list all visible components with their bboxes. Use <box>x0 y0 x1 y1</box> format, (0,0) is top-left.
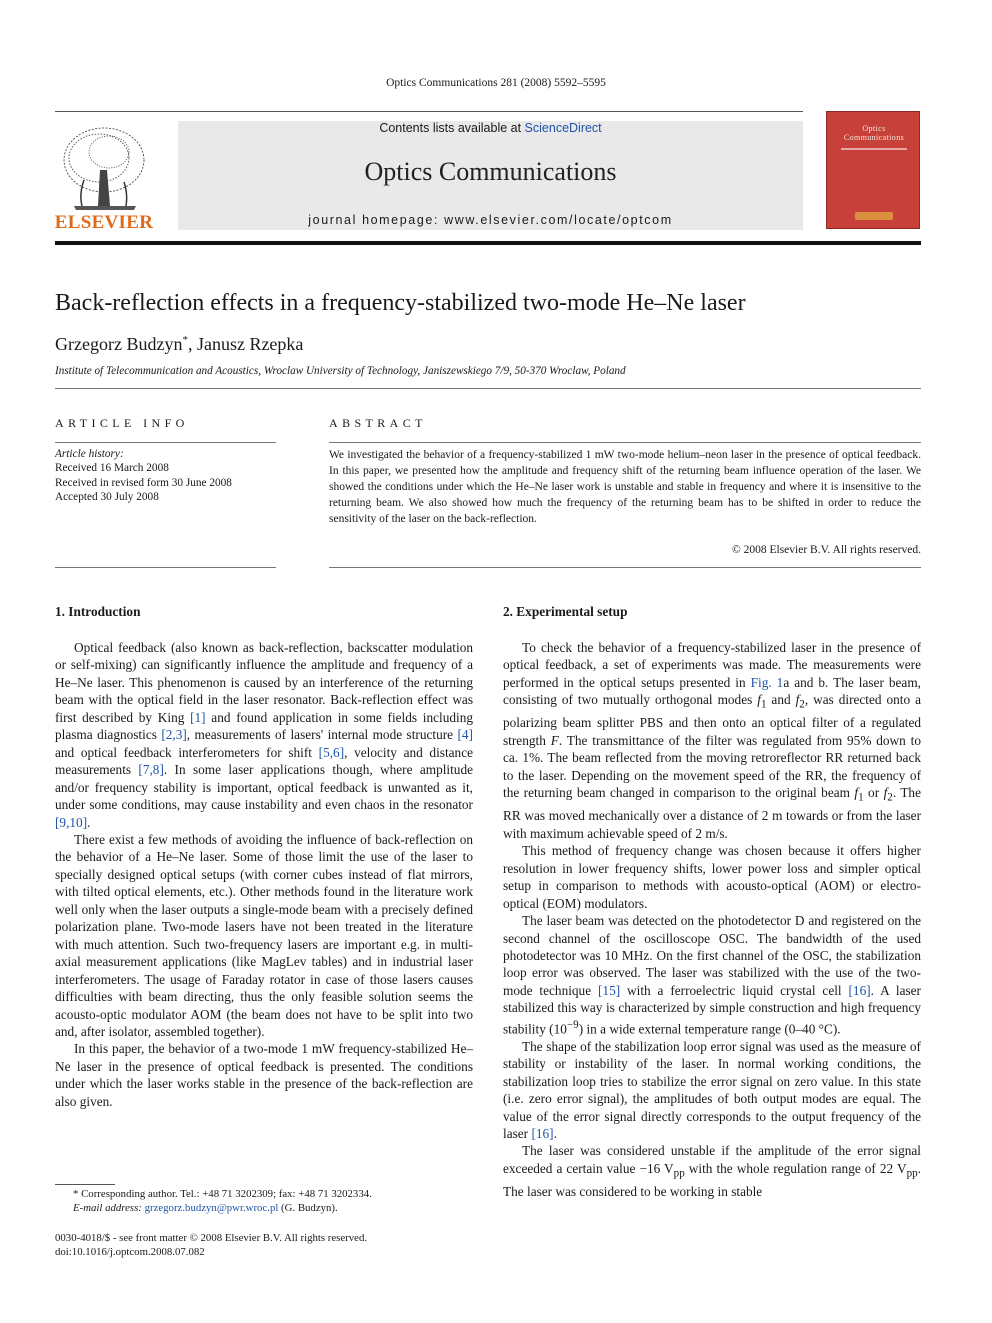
email-link[interactable]: grzegorz.budzyn@pwr.wroc.pl <box>144 1202 279 1214</box>
introduction-body <box>55 639 473 1110</box>
cover-title-line2: Communications <box>843 133 905 142</box>
article-info-rule-bottom <box>55 567 276 568</box>
citation-link[interactable]: [4] <box>457 727 473 743</box>
doi-line[interactable]: doi:10.1016/j.optcom.2008.07.082 <box>55 1246 205 1258</box>
author-1: Grzegorz Budzyn <box>55 334 183 354</box>
issn-block <box>55 1231 475 1259</box>
sciencedirect-link[interactable]: ScienceDirect <box>524 121 602 135</box>
article-info-rule-top <box>55 442 276 443</box>
author-list <box>55 334 303 355</box>
contents-line <box>178 121 803 135</box>
citation-link[interactable]: [7,8] <box>138 762 164 778</box>
footnote-corresponding: * Corresponding author. Tel.: +48 71 3202309; fax: +48 71 3202334. <box>73 1188 372 1200</box>
paper-title: Back-reflection effects in a frequency-stabilized two-mode He–Ne laser <box>55 290 746 316</box>
cover-publisher-mark <box>855 212 893 220</box>
intro-paragraph-1: Optical feedback (also known as back-reflection, backscatter modulation or self-mixing) can significantly influence the amplitude and frequency of a He–Ne laser. This phenomenon is caused by an interference of the returning beam with the optical field in the laser resonator. Back-reflection effect was first described by King [1] and found application in some fields including plasma diagnostics [2,3], measurements of lasers' internal mode structure [4] and optical feedback interferometers for shift [5,6], velocity and distance measurements [7,8]. In some laser applications though, where amplitude and/or frequency stability is important, optical feedback is unwanted as it, under some conditions, may cause instability and even chaos in the resonator [9,10]. <box>55 640 473 830</box>
corresponding-author-footnote <box>55 1187 475 1215</box>
footnote-rule <box>55 1184 115 1185</box>
article-info-heading: ARTICLE INFO <box>55 416 189 430</box>
setup-paragraph-1: To check the behavior of a frequency-stabilized laser in the presence of optical feedback, a set of experiments was made. The measurements were performed in the optical setups presented in Fig. 1a and b. The laser beam, consisting of two mutually orthogonal modes $f_1$ and $f_2$, was directed onto a polarizing beam splitter PBS and then onto an optical filter of a regulated strength F. The transmittance of the filter was regulated from 95% down to ca. 1%. The beam reflected from the moving retroreflector RR returned back to the laser. Depending on the movement speed of the RR, the frequency of the returning beam changed in comparison to the original beam $f_1$ or $f_2$. The RR was moved mechanically over a distance of 2 m towards or from the laser with maximum achievable speed of 2 m/s. <box>503 640 921 841</box>
intro-paragraph-2: There exist a few methods of avoiding the influence of back-reflection on the behavior of a He–Ne laser. Some of those limit the use of the laser to specially designed optical setups (with corner cubes instead of flat mirrors, with tilted optical elements, etc.). Other methods found in the literature work well only when the laser outputs a single-mode beam with a precisely defined polarization plane. Two-mode lasers have not been treated in the literature with much attention. Such two-frequency lasers are important e.g. in multi-axial measurement applications (like MagLev tables) and in industrial laser interferometers. The usage of Faraday rotator in case of those lasers causes difficulties with beam directing, thus the only feasible solution seems the acousto-optic modulator AOM (the beam does not have to be split into two and, after isolator, assembled together). <box>55 831 473 1039</box>
experimental-setup-body <box>503 639 921 1200</box>
footnote-email: E-mail address: grzegorz.budzyn@pwr.wroc.pl (G. Budzyn). <box>73 1202 338 1214</box>
author-2: Janusz Rzepka <box>196 334 304 354</box>
corresponding-mark[interactable]: * <box>182 334 188 346</box>
setup-paragraph-2: This method of frequency change was chosen because it offers higher resolution in lower frequency shifts, lower power loss and simpler optical setup in comparison to methods with acousto-optical (AOM) or electro-optical (EOM) modulators. <box>503 843 921 911</box>
journal-title: Optics Communications <box>364 157 617 186</box>
issn-line: 0030-4018/$ - see front matter © 2008 Elsevier B.V. All rights reserved. <box>55 1232 368 1244</box>
figure-link[interactable]: Fig. 1 <box>750 674 784 690</box>
header-rule <box>55 111 803 112</box>
citation-link[interactable]: [9,10] <box>55 814 88 830</box>
introduction-heading: 1. Introduction <box>55 604 141 619</box>
citation-link[interactable]: [16] <box>848 982 871 998</box>
abstract-heading: ABSTRACT <box>329 416 427 430</box>
journal-homepage[interactable]: journal homepage: www.elsevier.com/locate/optcom <box>308 213 673 227</box>
contents-prefix: Contents lists available at <box>379 121 525 135</box>
abstract-rule-bottom <box>329 567 921 568</box>
copyright-notice: © 2008 Elsevier B.V. All rights reserved. <box>732 544 921 556</box>
journal-citation: Optics Communications 281 (2008) 5592–5595 <box>386 77 606 89</box>
section-rule <box>55 388 921 389</box>
setup-paragraph-4: The shape of the stabilization loop error signal was used as the measure of stability or instability of the laser. In normal working conditions, the stabilization loop tries to stabilize the error signal on zero value. In this state (i.e. zero error signal), the amplitudes of both output modes are equal. The value of the error signal directly corresponds to the output frequency of the laser [16]. <box>503 1038 921 1141</box>
citation-link[interactable]: [1] <box>190 709 206 725</box>
setup-paragraph-5: The laser was considered unstable if the amplitude of the error signal exceeded a certain value −16 $V_{pp}$ with the whole regulation range of 22 $V_{pp}$. The laser was considered to be working in stable <box>503 1143 921 1199</box>
setup-paragraph-3: The laser beam was detected on the photodetector D and registered on the second channel of the oscilloscope OSC. The bandwidth of the used photodetector was 10 MHz. On the first channel of the OSC, the stabilization loop error was observed. The laser was stabilized with the use of the two-mode technique [15] with a ferroelectric liquid crystal cell [16]. A laser stabilized this way is characterized by simple construction and high frequency stability $(10^{-9})$ in a wide external temperature range (0–40 °C). <box>503 913 921 1037</box>
header-thick-rule <box>55 241 921 245</box>
affiliation: Institute of Telecommunication and Acoustics, Wroclaw University of Technology, Janiszewskiego 7/9, 50-370 Wroclaw, Poland <box>55 365 626 377</box>
email-label: E-mail address: <box>73 1202 142 1214</box>
citation-link[interactable]: [2,3] <box>161 727 187 743</box>
citation-link[interactable]: [15] <box>598 982 621 998</box>
cover-rule <box>841 148 907 150</box>
revised-date: Received in revised form 30 June 2008 <box>55 476 232 489</box>
citation-link[interactable]: [5,6] <box>318 744 345 760</box>
journal-masthead <box>178 121 803 230</box>
abstract-rule-top <box>329 442 921 443</box>
journal-cover-thumbnail <box>826 111 920 229</box>
received-date: Received 16 March 2008 <box>55 462 169 475</box>
intro-paragraph-3: In this paper, the behavior of a two-mode 1 mW frequency-stabilized He–Ne laser in the presence of optical feedback is presented. The conditions under which the laser works stable in the presence of the back-reflection are also given. <box>55 1041 473 1109</box>
article-history <box>55 447 277 504</box>
history-label: Article history: <box>55 448 124 460</box>
accepted-date: Accepted 30 July 2008 <box>55 490 159 503</box>
author-separator: , <box>187 334 197 354</box>
elsevier-wordmark: ELSEVIER <box>54 212 154 233</box>
footnote-mark: * <box>73 1188 79 1200</box>
experimental-setup-heading: 2. Experimental setup <box>503 604 628 619</box>
cover-title-line1: Optics <box>862 124 886 133</box>
cover-title <box>827 124 921 142</box>
abstract-text: We investigated the behavior of a frequency-stabilized 1 mW two-mode helium–neon laser in the presence of optical feedback. In this paper, we presented how the amplitude and frequency shift of the returning beam influence operation of the laser. We showed the conditions under which the He–Ne laser work is unstable and stable in frequency and where it is insensitive to the returning beam. We also showed how much the frequency of the returning beam has to be shifted in order to reduce the sensitivity of the laser on the back-reflection. <box>329 449 921 526</box>
citation-link[interactable]: [16] <box>531 1125 554 1141</box>
